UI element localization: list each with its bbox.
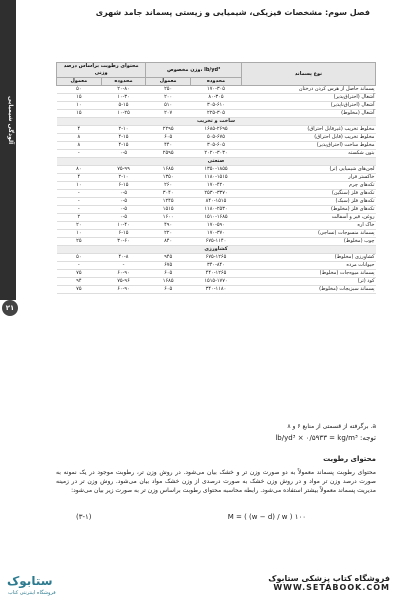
footer-title: فروشگاه کتاب پزشکی ستابوک [268, 574, 390, 583]
density-typical-cell: ۴۴۰ [146, 142, 191, 150]
moisture-range-cell: ۶۰-۹۰ [101, 270, 146, 278]
waste-name-cell: مخلوط تخریب (قابل احتراق) [242, 134, 376, 142]
side-band-text: آلودگی شیمیایی [7, 95, 14, 145]
density-typical-cell: ۲۵۰ [146, 86, 191, 94]
side-band [0, 0, 16, 300]
density-range-cell: ۱۷۰-۳۷۰ [190, 230, 241, 238]
waste-name-cell: تکه‌های فلز (سبک) [242, 198, 376, 206]
moisture-paragraph: محتوای رطوبت پسماند معمولاً به دو صورت وزن تر و خشک بیان می‌شود. در روش وزن تر، رطوبت موجود در یک نمونه به صورت درصد وزن تر مواد و در روش وزن خشک به صورت درصدی از وزن خشک مواد بیان می‌شود. روش وزن تر در زمینه مدیریت پسماند معمولاً بیشتر استفاده می‌شود. رابطه محاسبه محتوای رطوبت براساس وزن تر به صورت زیر بیان می‌شود: [56, 469, 376, 494]
density-typical-cell: ۲۰۷ [146, 110, 191, 118]
table-row [57, 190, 376, 198]
moisture-range-cell: ۲-۱۰ [101, 174, 146, 182]
moisture-typical-cell: - [57, 150, 102, 158]
density-range-cell: ۲۲۵-۳۰۵ [190, 110, 241, 118]
moisture-range-cell: ۰-۵ [101, 198, 146, 206]
table-row [57, 126, 376, 134]
table-row [57, 270, 376, 278]
table-row [57, 110, 376, 118]
moisture-typical-cell: - [57, 190, 102, 198]
moisture-range-header: محدوده [101, 78, 146, 86]
logo-title: ستابوک [7, 574, 53, 588]
density-range-cell: ۱۷۰-۳۰۵ [190, 86, 241, 94]
waste-name-cell: لجن‌های شیمیایی (تر) [242, 166, 376, 174]
density-range-cell: ۸۰-۳۰۵ [190, 94, 241, 102]
website-link[interactable]: WWW.SETABOOK.COM [273, 583, 390, 592]
density-range-cell: ۵۰۵-۶۷۵ [190, 134, 241, 142]
moisture-range-cell: ۶۰-۹۰ [101, 286, 146, 294]
moisture-range-cell: ۵-۱۵ [101, 102, 146, 110]
density-typical-cell: ۱۲۴۵ [146, 198, 191, 206]
moisture-typical-cell: ۷۵ [57, 286, 102, 294]
density-typical-cell: ۲۲۹۵ [146, 126, 191, 134]
footer-bar [0, 574, 400, 605]
table-row [57, 262, 376, 270]
table-row [57, 278, 376, 286]
density-range-cell: ۱۳۵۰-۱۸۵۵ [190, 166, 241, 174]
density-typical-cell: ۲۰۰ [146, 94, 191, 102]
moisture-typical-cell: ۵۰ [57, 86, 102, 94]
waste-name-cell: پسماند منسوجات (نساجی) [242, 230, 376, 238]
density-range-cell: ۳۰۵-۶۱۰ [190, 102, 241, 110]
table-row [57, 94, 376, 102]
moisture-typical-cell: ۲ [57, 214, 102, 222]
section-title: صنعتی [57, 158, 376, 166]
density-typical-cell: ۱۳۵۰ [146, 174, 191, 182]
moisture-range-cell: ۲۰-۸۰ [101, 86, 146, 94]
moisture-typical-cell: ۱۵ [57, 110, 102, 118]
moisture-range-cell: ۷۵-۹۹ [101, 166, 146, 174]
density-typical-cell: ۶۰۵ [146, 134, 191, 142]
density-typical-cell: ۱۵۱۵ [146, 206, 191, 214]
moisture-range-cell: ۶-۱۵ [101, 230, 146, 238]
density-typical-cell: ۲۲۰ [146, 230, 191, 238]
density-typical-cell: ۱۶۸۵ [146, 166, 191, 174]
moisture-typical-cell: ۱۵ [57, 94, 102, 102]
moisture-range-cell: ۱۰-۴۰ [101, 222, 146, 230]
density-typical-cell: ۵۱۰ [146, 102, 191, 110]
setabook-logo[interactable] [5, 574, 77, 602]
moisture-range-cell: ۷۵-۹۶ [101, 278, 146, 286]
density-typical-header: معمول [146, 78, 191, 86]
density-range-cell: ۳۴۰-۸۴۰ [190, 262, 241, 270]
density-range-cell: ۲۰۲۰-۳۰۳۰ [190, 150, 241, 158]
moisture-typical-cell: ۵۰ [57, 254, 102, 262]
moisture-typical-cell: ۲۵ [57, 238, 102, 246]
density-range-cell: ۱۷۰-۵۹۰ [190, 222, 241, 230]
table-row [57, 182, 376, 190]
waste-name-cell: آشغال (مخلوط) [242, 110, 376, 118]
table-body [57, 86, 376, 294]
density-range-cell: ۶۷۵-۱۲۶۵ [190, 254, 241, 262]
section-heading: محتوای رطوبت [323, 455, 376, 463]
density-group-header: وزن مخصوص، lb/yd³ [146, 63, 242, 78]
moisture-typical-cell: ۷۵ [57, 270, 102, 278]
waste-name-cell: بتون شکسته [242, 150, 376, 158]
chapter-title: فصل سوم: مشخصات فیزیکی، شیمیایی و زیستی پسماند جامد شهری [95, 8, 370, 17]
moisture-range-cell: ۰-۵ [101, 190, 146, 198]
moisture-typical-cell: ۴ [57, 126, 102, 134]
moisture-range-cell: ۳۰-۶۰ [101, 238, 146, 246]
density-range-cell: ۱۱۸۰-۱۵۱۵ [190, 174, 241, 182]
waste-name-cell: حیوانات مرده [242, 262, 376, 270]
table-row [57, 134, 376, 142]
density-typical-cell: ۹۴۵ [146, 254, 191, 262]
conversion-note: توجه: lb/yd³ × ۰/۵۹۳۳ = kg/m³ [275, 434, 376, 442]
waste-name-cell: پسماند سبزیجات (مخلوط) [242, 286, 376, 294]
moisture-range-cell: ۱۰-۲۵ [101, 110, 146, 118]
formula-line [56, 513, 376, 525]
waste-table [56, 62, 376, 294]
density-range-cell: ۱۵۱۵-۱۷۷۰ [190, 278, 241, 286]
density-typical-cell: ۴۹۰ [146, 222, 191, 230]
density-typical-cell: ۲۶۰ [146, 182, 191, 190]
moisture-typical-cell: - [57, 198, 102, 206]
table-row [57, 238, 376, 246]
density-range-cell: ۶۷۵-۱۱۴۰ [190, 238, 241, 246]
table-section-row [57, 158, 376, 166]
density-typical-cell: ۲۵۹۵ [146, 150, 191, 158]
moisture-typical-cell: ۹۴ [57, 278, 102, 286]
density-range-cell: ۱۵۱۰-۱۶۸۵ [190, 214, 241, 222]
table-row [57, 206, 376, 214]
moisture-typical-cell: ۲۰ [57, 222, 102, 230]
table-row [57, 230, 376, 238]
table-row [57, 86, 376, 94]
table-section-row [57, 246, 376, 254]
table-section-row [57, 118, 376, 126]
moisture-range-cell: ۰-۵ [101, 150, 146, 158]
density-range-cell: ۱۶۸۵-۲۶۹۵ [190, 126, 241, 134]
waste-name-cell: آشغال (احتراق‌پذیر) [242, 94, 376, 102]
moisture-range-cell: ۰-۵ [101, 206, 146, 214]
waste-name-cell: چوب (مخلوط) [242, 238, 376, 246]
moisture-range-cell: ۶-۱۵ [101, 182, 146, 190]
moisture-typical-cell: ۸ [57, 142, 102, 150]
waste-name-cell: کود (تر) [242, 278, 376, 286]
density-range-cell: ۳۴۰-۱۱۸۰ [190, 286, 241, 294]
waste-name-cell: تکه‌های فلز (مخلوط) [242, 206, 376, 214]
table-row [57, 174, 376, 182]
waste-name-cell: مخلوط تخریب (غیرقابل احتراق) [242, 126, 376, 134]
density-range-cell: ۳۰۵-۶۰۵ [190, 142, 241, 150]
moisture-range-cell: ۱۰-۳۰ [101, 94, 146, 102]
moisture-typical-cell: - [57, 206, 102, 214]
moisture-range-cell: ۲-۱۰ [101, 126, 146, 134]
table-row [57, 142, 376, 150]
table-row [57, 214, 376, 222]
table-row [57, 198, 376, 206]
page-number: ۲۱ [2, 300, 18, 316]
moisture-range-cell: ۴۰-۸ [101, 254, 146, 262]
table-row [57, 254, 376, 262]
moisture-typical-header: معمول [57, 78, 102, 86]
moisture-range-cell: ۴-۱۵ [101, 134, 146, 142]
density-range-header: محدوده [190, 78, 241, 86]
density-typical-cell: ۱۶۰۰ [146, 214, 191, 222]
moisture-typical-cell: - [57, 262, 102, 270]
waste-name-cell: تکه‌های چرم [242, 182, 376, 190]
density-range-cell: ۴۴۰-۱۲۶۵ [190, 270, 241, 278]
moisture-typical-cell: ۱۰ [57, 182, 102, 190]
table-row [57, 286, 376, 294]
density-range-cell: ۱۱۸۰-۲۵۳۰ [190, 206, 241, 214]
density-typical-cell: ۱۶۸۵ [146, 278, 191, 286]
logo-subtitle: فروشگاه اینترنتی کتاب [8, 590, 56, 596]
moisture-group-header: محتوای رطوبت براساس درصد وزنی [57, 63, 146, 78]
density-typical-cell: ۳۰۴۰ [146, 190, 191, 198]
note-source: a. برگرفته از قسمتی از منابع ۶ و ۸ [287, 423, 376, 430]
moisture-typical-cell: ۸۰ [57, 166, 102, 174]
waste-name-cell: پسماند حاصل از هرس کردن درختان [242, 86, 376, 94]
section-title: کشاورزی [57, 246, 376, 254]
waste-name-cell: تکه‌های فلز (سنگین) [242, 190, 376, 198]
table-row [57, 102, 376, 110]
waste-name-cell: روغن، قیر و آسفالت [242, 214, 376, 222]
moisture-range-cell: - [101, 262, 146, 270]
density-typical-cell: ۸۴۰ [146, 238, 191, 246]
formula: M = ( (w − d) / w ) ۱۰۰ [227, 513, 306, 521]
density-typical-cell: ۶۰۵ [146, 286, 191, 294]
moisture-typical-cell: ۱۰ [57, 230, 102, 238]
moisture-typical-cell: ۴ [57, 174, 102, 182]
density-range-cell: ۱۷۰-۴۲۰ [190, 182, 241, 190]
waste-name-cell: خاک اره [242, 222, 376, 230]
waste-name-cell: پسماند میوه‌جات (مخلوط) [242, 270, 376, 278]
waste-name-cell: مخلوط ساخت (احتراق‌پذیر) [242, 142, 376, 150]
density-range-cell: ۲۵۳۰-۳۳۷۰ [190, 190, 241, 198]
table-row [57, 166, 376, 174]
density-typical-cell: ۶۰۵ [146, 270, 191, 278]
moisture-range-cell: ۴-۱۵ [101, 142, 146, 150]
waste-name-cell: کشاورزی (مخلوط) [242, 254, 376, 262]
table-row [57, 222, 376, 230]
density-typical-cell: ۶۷۵ [146, 262, 191, 270]
moisture-typical-cell: ۱۰ [57, 102, 102, 110]
table-row [57, 150, 376, 158]
waste-name-cell: خاکستر فرار [242, 174, 376, 182]
formula-number: (۳-۱) [76, 513, 92, 521]
density-range-cell: ۸۴۰-۱۵۱۵ [190, 198, 241, 206]
waste-type-header: نوع پسماند [242, 63, 376, 86]
moisture-typical-cell: ۸ [57, 134, 102, 142]
moisture-range-cell: ۰-۵ [101, 214, 146, 222]
section-title: ساخت و تخریب [57, 118, 376, 126]
waste-name-cell: آشغال (احتراق‌ناپذیر) [242, 102, 376, 110]
